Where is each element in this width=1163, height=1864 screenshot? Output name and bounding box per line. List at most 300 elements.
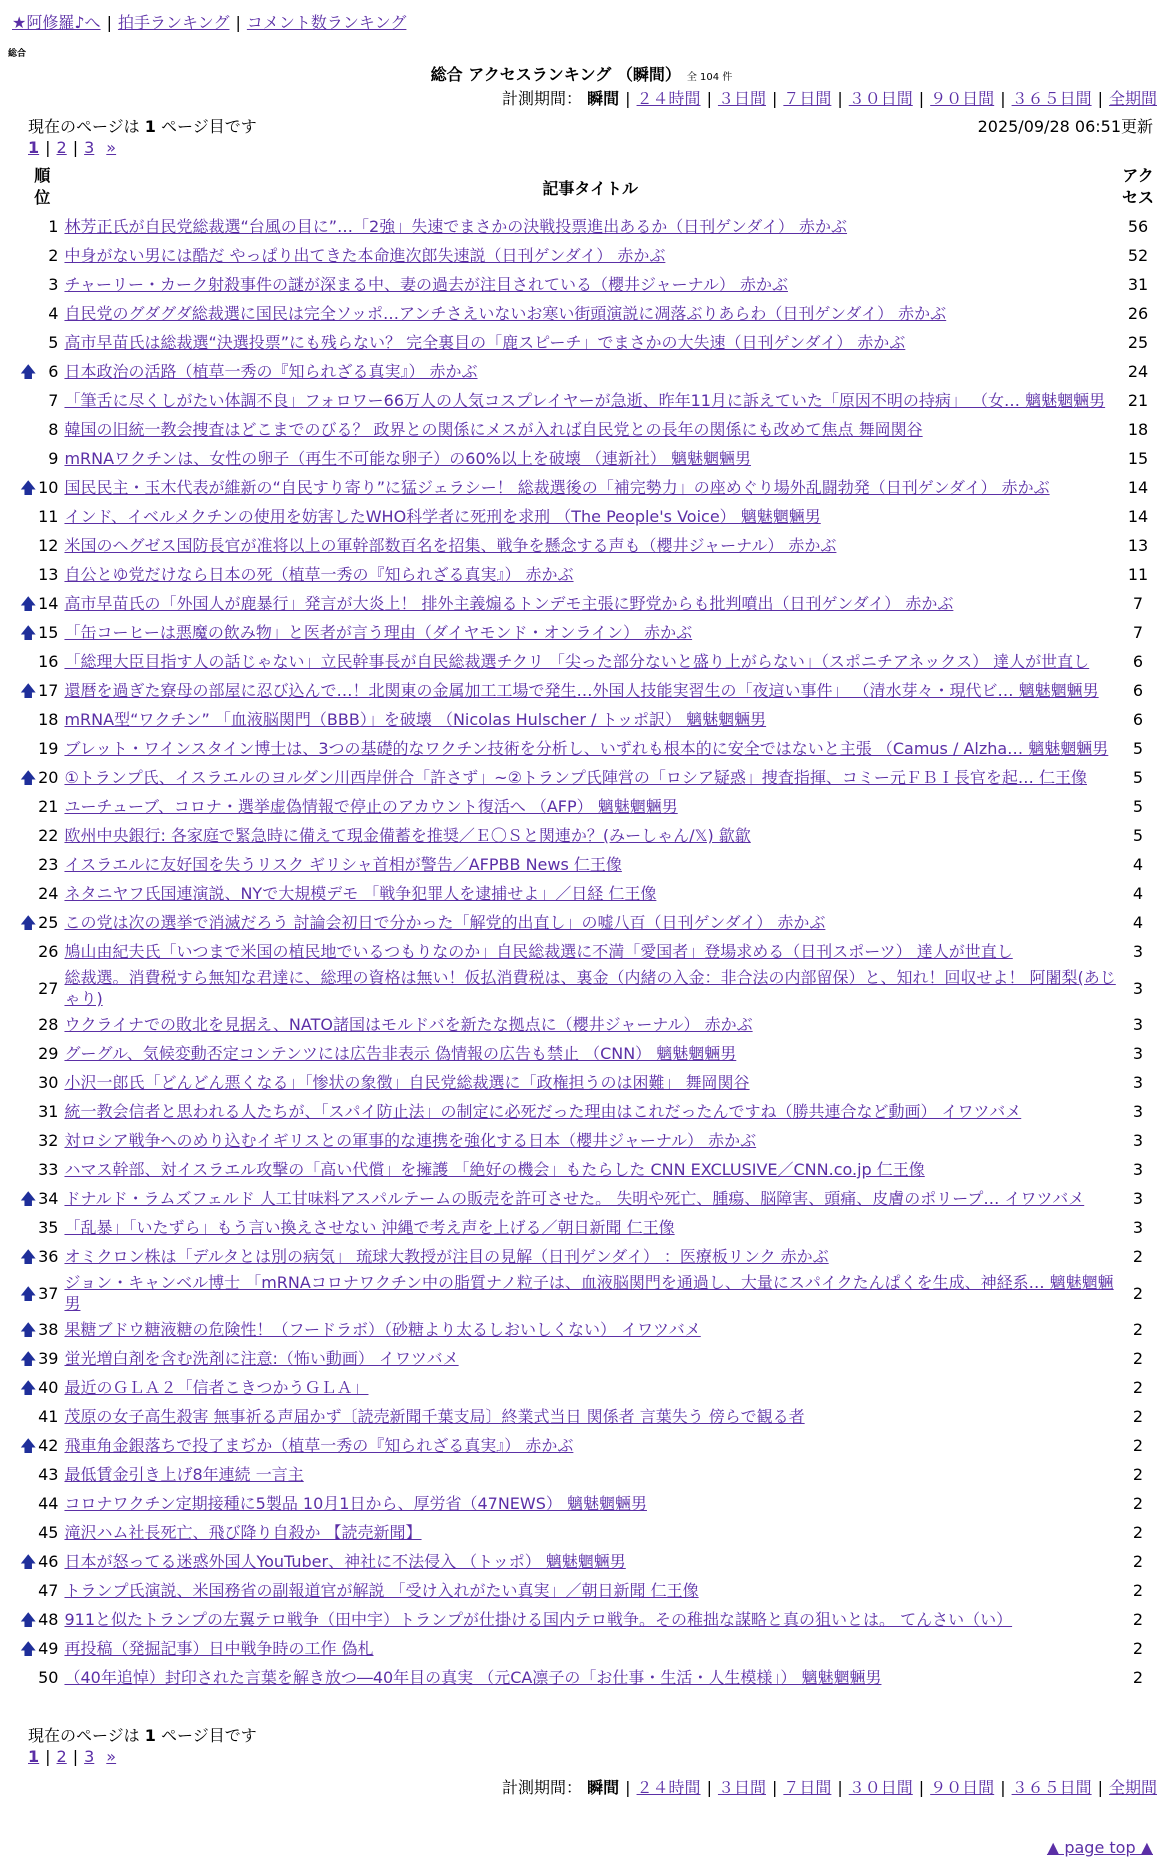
rank-change-cell — [20, 966, 36, 1010]
ranking-row — [20, 1155, 1160, 1184]
access-count: 5 — [1132, 826, 1144, 845]
access-count: 3 — [1132, 942, 1144, 961]
title-cell — [64, 473, 1116, 502]
rank-number: 12 — [38, 536, 59, 555]
article-title-link[interactable]: ブレット・ワインスタイン博士は、3つの基礎的なワクチン技術を分析し、いずれも根本的に安全ではないと主張 （Camus / Alzha… 魑魅魍魎男 — [64, 739, 1109, 758]
article-title-link[interactable]: 韓国の旧統一教会捜査はどこまでのびる？ 政界との関係にメスが入れば自民党との長年の関係にも改めて焦点 舞岡関谷 — [64, 420, 923, 439]
ranking-row — [20, 1126, 1160, 1155]
arrow-up-icon: 🡅 — [20, 1247, 37, 1266]
pager-current-page[interactable]: 1 — [28, 1747, 40, 1766]
access-count: 2 — [1132, 1581, 1144, 1600]
article-title-link[interactable]: 林芳正氏が自民党総裁選“台風の目に”…「2強」失速でまさかの決戦投票進出あるか（日刊ゲンダイ） 赤かぶ — [64, 217, 848, 236]
access-count: 2 — [1132, 1349, 1144, 1368]
title-cell — [64, 1518, 1116, 1547]
period-link-30d[interactable]: ３０日間 — [848, 89, 913, 108]
rank-change-cell — [20, 647, 36, 676]
article-title-link[interactable]: 最低賃金引き上げ8年連続 一言主 — [64, 1465, 304, 1484]
rank-number: 40 — [38, 1378, 59, 1397]
ranking-row — [20, 560, 1160, 589]
rank-number: 16 — [38, 652, 59, 671]
period-link-7d[interactable]: ７日間 — [783, 89, 832, 108]
period-current: 瞬間 — [587, 89, 620, 108]
title-cell — [64, 1315, 1116, 1344]
nav-separator: | — [235, 13, 241, 32]
rank-number: 36 — [38, 1247, 59, 1266]
article-title-link[interactable]: 日本政治の活路（植草一秀の『知られざる真実』） 赤かぶ — [64, 362, 478, 381]
rank-number: 29 — [38, 1044, 59, 1063]
period-link-3d[interactable]: ３日間 — [717, 1778, 766, 1797]
nav-comment-ranking-link[interactable]: コメント数ランキング — [246, 13, 407, 32]
rank-number: 19 — [38, 739, 59, 758]
rank-change-cell — [20, 1155, 36, 1184]
arrow-up-icon: 🡅 — [20, 1610, 37, 1629]
access-count: 3 — [1132, 1015, 1144, 1034]
rank-change-cell — [20, 1460, 36, 1489]
title-cell — [64, 937, 1116, 966]
title-cell — [64, 415, 1116, 444]
ranking-row — [20, 908, 1160, 937]
ranking-row — [20, 792, 1160, 821]
rank-number: 4 — [48, 304, 59, 323]
rank-change-cell — [20, 1663, 36, 1692]
ranking-row — [20, 589, 1160, 618]
article-title-link[interactable]: ネタニヤフ氏国連演説、NYで大規模デモ 「戦争犯罪人を逮捕せよ」／日経 仁王像 — [64, 884, 657, 903]
title-cell — [64, 792, 1116, 821]
title-cell — [64, 386, 1116, 415]
period-link-7d[interactable]: ７日間 — [783, 1778, 832, 1797]
access-count: 3 — [1132, 1189, 1144, 1208]
article-title-link[interactable]: トランプ氏演説、米国務省の副報道官が解説 「受け入れがたい真実」／朝日新聞 仁王像 — [64, 1581, 699, 1600]
access-count: 2 — [1132, 1668, 1144, 1687]
ranking-row — [20, 821, 1160, 850]
period-selector-top: 計測期間： 瞬間 | ２４時間 | ３日間 | ７日間 | ３０日間 | ９０日間 | ３６５日間 | 全期間 — [502, 89, 1157, 108]
title-cell — [64, 1213, 1116, 1242]
title-cell — [64, 966, 1116, 1010]
period-label: 計測期間： — [502, 89, 583, 108]
access-count: 3 — [1132, 978, 1144, 998]
rank-number: 41 — [38, 1407, 59, 1426]
title-cell — [64, 1242, 1116, 1271]
arrow-up-icon: 🡅 — [20, 1283, 37, 1303]
title-cell — [64, 908, 1116, 937]
rank-change-cell — [20, 1039, 36, 1068]
ranking-row — [20, 850, 1160, 879]
period-selector-bottom: 計測期間： 瞬間 | ２４時間 | ３日間 | ７日間 | ３０日間 | ９０日間 | ３６５日間 | 全期間 — [502, 1778, 1157, 1797]
period-link-365d[interactable]: ３６５日間 — [1011, 1778, 1092, 1797]
ranking-row — [20, 647, 1160, 676]
rank-change-cell — [20, 241, 36, 270]
rank-number: 43 — [38, 1465, 59, 1484]
ranking-row — [20, 531, 1160, 560]
article-title-link[interactable]: チャーリー・カーク射殺事件の謎が深まる中、妻の過去が注目されている（櫻井ジャーナル） 赤かぶ — [64, 275, 788, 294]
ranking-row — [20, 212, 1160, 241]
page-info-top: 現在のページは 1 ページ目です — [28, 117, 257, 136]
title-cell — [64, 1605, 1116, 1634]
title-cell — [64, 821, 1116, 850]
rank-number: 47 — [38, 1581, 59, 1600]
rank-change-cell — [20, 734, 36, 763]
rank-number: 46 — [38, 1552, 59, 1571]
article-title-link[interactable]: 高市早苗氏の「外国人が鹿暴行」発言が大炎上！ 排外主義煽るトンデモ主張に野党からも批判噴出（日刊ゲンダイ） 赤かぶ — [64, 594, 954, 613]
access-count: 2 — [1132, 1465, 1144, 1484]
article-title-link[interactable]: 911と似たトランプの左翼テロ戦争（田中宇）トランプが仕掛ける国内テロ戦争。その稚拙な謀略と真の狙いとは。 てんさい（い） — [64, 1610, 1013, 1629]
rank-number: 14 — [38, 594, 59, 613]
access-count: 2 — [1132, 1378, 1144, 1397]
article-title-link[interactable]: 日本が怒ってる迷惑外国人YouTuber、神社に不法侵入 （トッポ） 魑魅魍魎男 — [64, 1552, 626, 1571]
ranking-row — [20, 1315, 1160, 1344]
rank-number: 35 — [38, 1218, 59, 1237]
rank-number: 25 — [38, 913, 59, 932]
title-cell — [64, 1547, 1116, 1576]
arrow-up-icon: 🡅 — [20, 1639, 37, 1658]
arrow-up-icon: 🡅 — [20, 362, 37, 381]
article-title-link[interactable]: ハマス幹部、対イスラエル攻撃の「高い代償」を擁護 「絶好の機会」もたらした CNN EXCLUSIVE／CNN.co.jp 仁王像 — [64, 1160, 925, 1179]
access-count: 2 — [1132, 1407, 1144, 1426]
article-title-link[interactable]: mRNAワクチンは、女性の卵子（再生不可能な卵子）の60%以上を破壊 （連新社） 魑魅魍魎男 — [64, 449, 752, 468]
ranking-row — [20, 966, 1160, 1010]
title-cell — [64, 1460, 1116, 1489]
access-count: 2 — [1132, 1436, 1144, 1455]
article-title-link[interactable]: ジョン・キャンベル博士 「mRNAコロナワクチン中の脂質ナノ粒子は、血液脳関門を通過し、大量にスパイクたんぱくを生成、神経系… 魑魅魍魎男 — [64, 1273, 1114, 1313]
rank-number: 26 — [38, 942, 59, 961]
rank-change-cell — [20, 821, 36, 850]
rank-number: 2 — [48, 246, 59, 265]
title-column-header: 記事タイトル — [542, 178, 639, 198]
arrow-up-icon: 🡅 — [20, 478, 37, 497]
ranking-row — [20, 734, 1160, 763]
period-link-3d[interactable]: ３日間 — [717, 89, 766, 108]
arrow-up-icon: 🡅 — [20, 1436, 37, 1455]
article-title-link[interactable]: グーグル、気候変動否定コンテンツには広告非表示 偽情報の広告も禁止 （CNN） 魑魅魍魎男 — [64, 1044, 737, 1063]
title-cell — [64, 1634, 1116, 1663]
article-title-link[interactable]: 還暦を過ぎた寮母の部屋に忍び込んで…！北関東の金属加工工場で発生…外国人技能実習生の「夜這い事件」 （清水芽々・現代ビ… 魑魅魍魎男 — [64, 681, 1099, 700]
pager-current-page[interactable]: 1 — [28, 138, 40, 157]
access-column-header: アクセス — [1122, 166, 1155, 207]
title-cell — [64, 879, 1116, 908]
ranking-row — [20, 386, 1160, 415]
article-title-link[interactable]: 対ロシア戦争へのめり込むイギリスとの軍事的な連携を強化する日本（櫻井ジャーナル） 赤かぶ — [64, 1131, 757, 1150]
rank-change-cell — [20, 1213, 36, 1242]
period-link-24h[interactable]: ２４時間 — [636, 1778, 701, 1797]
access-count: 5 — [1132, 797, 1144, 816]
rank-change-cell — [20, 618, 36, 647]
rank-change-cell — [20, 1097, 36, 1126]
ranking-row — [20, 1402, 1160, 1431]
access-count: 2 — [1132, 1247, 1144, 1266]
rank-number: 49 — [38, 1639, 59, 1658]
pager-bottom: 1 | 2 | 3 » — [28, 1747, 117, 1766]
access-count: 4 — [1132, 913, 1144, 932]
ranking-row — [20, 415, 1160, 444]
rank-change-cell — [20, 1547, 36, 1576]
article-title-link[interactable]: 鳩山由紀夫氏「いつまで米国の植民地でいるつもりなのか」自民総裁選に不満「愛国者」登場求める（日刊スポーツ） 達人が世直し — [64, 942, 1013, 961]
rank-number: 45 — [38, 1523, 59, 1542]
rank-number: 27 — [38, 978, 59, 998]
article-title-link[interactable]: 自公とゆ党だけなら日本の死（植草一秀の『知られざる真実』） 赤かぶ — [64, 565, 574, 584]
ranking-row — [20, 1271, 1160, 1315]
article-title-link[interactable]: 中身がない男には酷だ やっぱり出てきた本命進次郎失速説（日刊ゲンダイ） 赤かぶ — [64, 246, 666, 265]
rank-change-cell — [20, 1402, 36, 1431]
title-cell — [64, 502, 1116, 531]
period-link-90d[interactable]: ９０日間 — [930, 89, 995, 108]
access-count: 3 — [1132, 1131, 1144, 1150]
title-cell — [64, 328, 1116, 357]
rank-number: 23 — [38, 855, 59, 874]
rank-change-cell — [20, 1068, 36, 1097]
page-top-link[interactable]: ▲ page top ▲ — [1046, 1838, 1153, 1857]
title-cell — [64, 1344, 1116, 1373]
arrow-up-icon: 🡅 — [20, 1552, 37, 1571]
rank-number: 28 — [38, 1015, 59, 1034]
article-title-link[interactable]: 飛車角金銀落ちで投了まぢか（植草一秀の『知られざる真実』） 赤かぶ — [64, 1436, 574, 1455]
access-count: 3 — [1132, 1218, 1144, 1237]
rank-change-cell — [20, 1271, 36, 1315]
article-title-link[interactable]: 高市早苗氏は総裁選“決選投票”にも残らない？ 完全裏目の「鹿スピーチ」でまさかの大失速（日刊ゲンダイ） 赤かぶ — [64, 333, 906, 352]
article-title-link[interactable]: 「缶コーヒーは悪魔の飲み物」と医者が言う理由（ダイヤモンド・オンライン） 赤かぶ — [64, 623, 693, 642]
arrow-up-icon: 🡅 — [20, 1378, 37, 1397]
article-title-link[interactable]: 統一教会信者と思われる人たちが、「スパイ防止法」の制定に必死だった理由はこれだったんですね（勝共連合など動画） イワツバメ — [64, 1102, 1022, 1121]
nav-asyura-home-link[interactable]: ★阿修羅♪へ — [12, 13, 101, 32]
rank-change-cell — [20, 676, 36, 705]
title-cell — [64, 763, 1116, 792]
access-count: 6 — [1132, 681, 1144, 700]
article-title-link[interactable]: ユーチューブ、コロナ・選挙虚偽情報で停止のアカウント復活へ （AFP） 魑魅魍魎男 — [64, 797, 678, 816]
title-cell — [64, 1373, 1116, 1402]
access-count: 11 — [1127, 565, 1149, 584]
article-title-link[interactable]: 最近のＧＬＡ２「信者こきつかうＧＬＡ」 — [64, 1378, 369, 1397]
title-cell — [64, 1010, 1116, 1039]
total-count: 全 104 件 — [686, 72, 733, 83]
ranking-row — [20, 1547, 1160, 1576]
access-count: 21 — [1127, 391, 1149, 410]
title-cell — [64, 1431, 1116, 1460]
ranking-row — [20, 444, 1160, 473]
rank-change-cell — [20, 531, 36, 560]
article-title-link[interactable]: 米国のヘグゼス国防長官が准将以上の軍幹部数百名を招集、戦争を懸念する声も（櫻井ジャーナル） 赤かぶ — [64, 536, 837, 555]
rank-number: 39 — [38, 1349, 59, 1368]
article-title-link[interactable]: 果糖ブドウ糖液糖の危険性！（フードラボ）（砂糖より太るしおいしくない） イワツバメ — [64, 1320, 701, 1339]
article-title-link[interactable]: この党は次の選挙で消滅だろう 討論会初日で分かった「解党的出直し」の嘘八百（日刊ゲンダイ） 赤かぶ — [64, 913, 826, 932]
ranking-row — [20, 1184, 1160, 1213]
title-cell — [64, 705, 1116, 734]
rank-number: 3 — [48, 275, 59, 294]
article-title-link[interactable]: イスラエルに友好国を失うリスク ギリシャ首相が警告／AFPBB News 仁王像 — [64, 855, 622, 874]
article-title-link[interactable]: 国民民主・玉木代表が維新の“自民すり寄り”に猛ジェラシー！ 総裁選後の「補完勢力」の座めぐり場外乱闘勃発（日刊ゲンダイ） 赤かぶ — [64, 478, 1050, 497]
article-title-link[interactable]: 茂原の女子高生殺害 無事祈る声届かず〔読売新聞千葉支局〕終業式当日 関係者 言葉失う 傍らで観る者 — [64, 1407, 805, 1426]
access-count: 2 — [1132, 1283, 1144, 1303]
article-title-link[interactable]: ドナルド・ラムズフェルド 人工甘味料アスパルテームの販売を許可させた。 失明や死亡、腫瘍、脳障害、頭痛、皮膚のポリープ… イワツバメ — [64, 1189, 1085, 1208]
ranking-row — [20, 879, 1160, 908]
access-count: 7 — [1132, 594, 1144, 613]
article-title-link[interactable]: mRNA型“ワクチン” 「血液脳関門（BBB）」を破壊 （Nicolas Hulscher / トッポ訳） 魑魅魍魎男 — [64, 710, 767, 729]
ranking-row — [20, 618, 1160, 647]
rank-change-cell — [20, 212, 36, 241]
rank-number: 24 — [38, 884, 59, 903]
access-count: 3 — [1132, 1102, 1144, 1121]
article-title-link[interactable]: オミクロン株は「デルタとは別の病気」 琉球大教授が注目の見解（日刊ゲンダイ） ：医療板リンク 赤かぶ — [64, 1247, 829, 1266]
rank-change-cell — [20, 328, 36, 357]
rank-number: 32 — [38, 1131, 59, 1150]
period-link-30d[interactable]: ３０日間 — [848, 1778, 913, 1797]
pager-next[interactable]: » — [106, 1747, 117, 1766]
rank-change-cell — [20, 1518, 36, 1547]
rank-number: 20 — [38, 768, 59, 787]
rank-change-cell — [20, 1315, 36, 1344]
rank-number: 11 — [38, 507, 59, 526]
period-link-all[interactable]: 全期間 — [1108, 1778, 1157, 1797]
title-cell — [64, 1402, 1116, 1431]
access-count: 3 — [1132, 1073, 1144, 1092]
title-cell — [64, 1155, 1116, 1184]
rank-number: 17 — [38, 681, 59, 700]
ranking-row — [20, 1213, 1160, 1242]
ranking-title — [0, 62, 1163, 85]
rank-number: 22 — [38, 826, 59, 845]
article-title-link[interactable]: 蛍光増白剤を含む洗剤に注意:（怖い動画） イワツバメ — [64, 1349, 459, 1368]
article-title-link[interactable]: （40年追悼）封印された言葉を解き放つ―40年目の真実 （元CA凛子の「お仕事・生活・人生模様」） 魑魅魍魎男 — [64, 1668, 882, 1687]
arrow-up-icon: 🡅 — [20, 1349, 37, 1368]
title-cell — [64, 1097, 1116, 1126]
title-cell — [64, 1489, 1116, 1518]
title-cell — [64, 212, 1116, 241]
ranking-row — [20, 299, 1160, 328]
access-count: 7 — [1132, 623, 1144, 642]
article-title-link[interactable]: 欧州中央銀行: 各家庭で緊急時に備えて現金備蓄を推奨／Ｅ〇Ｓと関連か？(みーしゃん/𝕏) 歙歙 — [64, 826, 751, 845]
nav-separator: | — [106, 13, 112, 32]
rank-change-cell — [20, 589, 36, 618]
access-count: 56 — [1127, 217, 1149, 236]
rank-change-cell — [20, 1010, 36, 1039]
top-nav — [12, 10, 406, 33]
title-cell — [64, 1576, 1116, 1605]
ranking-row — [20, 1344, 1160, 1373]
arrow-up-icon: 🡅 — [20, 1320, 37, 1339]
rank-change-cell — [20, 908, 36, 937]
period-link-24h[interactable]: ２４時間 — [636, 89, 701, 108]
ranking-row — [20, 473, 1160, 502]
ranking-row — [20, 1460, 1160, 1489]
rank-number: 7 — [48, 391, 59, 410]
rank-change-cell — [20, 1634, 36, 1663]
rank-number: 33 — [38, 1160, 59, 1179]
article-title-link[interactable]: 滝沢ハム社長死亡、飛び降り自殺か 【読売新聞】 — [64, 1523, 422, 1542]
title-cell — [64, 444, 1116, 473]
pager-page-3[interactable]: 3 — [84, 1747, 95, 1766]
rank-number: 34 — [38, 1189, 59, 1208]
access-count: 52 — [1127, 246, 1149, 265]
rank-change-cell — [20, 1431, 36, 1460]
ranking-table-body — [20, 212, 1160, 1692]
article-title-link[interactable]: ①トランプ氏、イスラエルのヨルダン川西岸併合「許さず」~②トランプ氏陣営の「ロシア疑惑」捜査指揮、コミー元ＦＢＩ長官を起… 仁王像 — [64, 768, 1087, 787]
rank-change-cell — [20, 1242, 36, 1271]
article-title-link[interactable]: ウクライナでの敗北を見据え、NATO諸国はモルドバを新たな拠点に（櫻井ジャーナル） 赤かぶ — [64, 1015, 753, 1034]
rank-change-cell — [20, 1373, 36, 1402]
rank-number: 31 — [38, 1102, 59, 1121]
access-count: 2 — [1132, 1523, 1144, 1542]
access-count: 13 — [1127, 536, 1149, 555]
article-title-link[interactable]: 自民党のグダグダ総裁選に国民は完全ソッポ…アンチさえいないお寒い街頭演説に凋落ぶりあらわ（日刊ゲンダイ） 赤かぶ — [64, 304, 947, 323]
page-title: 総合 アクセスランキング （瞬間） — [430, 65, 681, 84]
access-count: 2 — [1132, 1494, 1144, 1513]
title-cell — [64, 531, 1116, 560]
rank-number: 6 — [48, 362, 59, 381]
nav-clap-ranking-link[interactable]: 拍手ランキング — [117, 13, 230, 32]
rank-change-cell — [20, 415, 36, 444]
rank-number: 18 — [38, 710, 59, 729]
arrow-up-icon: 🡅 — [20, 594, 37, 613]
page-top-link-wrapper — [1047, 1838, 1153, 1857]
rank-number: 30 — [38, 1073, 59, 1092]
article-title-link[interactable]: 小沢一郎氏「どんどん悪くなる」「惨状の象徴」自民党総裁選に「政権担うのは困難」 舞岡関谷 — [64, 1073, 750, 1092]
article-title-link[interactable]: 総裁選。消費税すら無知な君達に、総理の資格は無い！仮払消費税は、裏金（内緒の入金：非合法の内部留保）と、知れ！回収せよ！ 阿闍梨(あじゃり) — [64, 968, 1116, 1008]
access-count: 3 — [1132, 1160, 1144, 1179]
rank-change-cell — [20, 560, 36, 589]
period-link-90d[interactable]: ９０日間 — [930, 1778, 995, 1797]
access-count: 2 — [1132, 1552, 1144, 1571]
title-cell — [64, 1271, 1116, 1315]
title-cell — [64, 1068, 1116, 1097]
period-link-365d[interactable]: ３６５日間 — [1011, 89, 1092, 108]
arrow-up-icon: 🡅 — [20, 768, 37, 787]
rank-change-cell — [20, 357, 36, 386]
period-link-all[interactable]: 全期間 — [1108, 89, 1157, 108]
rank-number: 8 — [48, 420, 59, 439]
ranking-row — [20, 1242, 1160, 1271]
rank-change-cell — [20, 792, 36, 821]
title-cell — [64, 647, 1116, 676]
access-count: 6 — [1132, 652, 1144, 671]
access-count: 3 — [1132, 1044, 1144, 1063]
pager-page-2[interactable]: 2 — [56, 138, 67, 157]
ranking-row — [20, 1068, 1160, 1097]
ranking-row — [20, 1605, 1160, 1634]
arrow-up-icon: 🡅 — [20, 913, 37, 932]
rank-column-header: 順位 — [34, 166, 51, 207]
pager-top: 1 | 2 | 3 » — [28, 138, 117, 157]
pager-page-2[interactable]: 2 — [56, 1747, 67, 1766]
pager-next[interactable]: » — [106, 138, 117, 157]
ranking-row — [20, 357, 1160, 386]
ranking-row — [20, 676, 1160, 705]
access-count: 14 — [1127, 507, 1149, 526]
article-title-link[interactable]: 「乱暴」「いたずら」もう言い換えさせない 沖縄で考え声を上げる／朝日新聞 仁王像 — [64, 1218, 675, 1237]
access-count: 2 — [1132, 1320, 1144, 1339]
ranking-row — [20, 705, 1160, 734]
rank-number: 44 — [38, 1494, 59, 1513]
pager-page-3[interactable]: 3 — [84, 138, 95, 157]
article-title-link[interactable]: コロナワクチン定期接種に5製品 10月1日から、厚労省（47NEWS） 魑魅魍魎男 — [64, 1494, 647, 1513]
article-title-link[interactable]: インド、イベルメクチンの使用を妨害したWHO科学者に死刑を求刑 （The People's Voice） 魑魅魍魎男 — [64, 507, 821, 526]
rank-change-cell — [20, 1576, 36, 1605]
rank-change-cell — [20, 299, 36, 328]
rank-change-cell — [20, 1344, 36, 1373]
access-count: 26 — [1127, 304, 1149, 323]
rank-number: 42 — [38, 1436, 59, 1455]
article-title-link[interactable]: 「総理大臣目指す人の話じゃない」立民幹事長が自民総裁選チクリ 「尖った部分ないと盛り上がらない」（スポニチアネックス） 達人が世直し — [64, 652, 1090, 671]
access-count: 15 — [1127, 449, 1149, 468]
rank-change-cell — [20, 1184, 36, 1213]
page-info-bottom: 現在のページは 1 ページ目です — [28, 1726, 257, 1745]
access-count: 25 — [1127, 333, 1149, 352]
rank-change-cell — [20, 473, 36, 502]
article-title-link[interactable]: 「筆舌に尽くしがたい体調不良」フォロワー66万人の人気コスプレイヤーが急逝、昨年11月に訴えていた「原因不明の持病」 （女… 魑魅魍魎男 — [64, 391, 1106, 410]
rank-change-cell — [20, 937, 36, 966]
title-cell — [64, 1663, 1116, 1692]
updated-timestamp: 2025/09/28 06:51更新 — [977, 117, 1153, 136]
article-title-link[interactable]: 再投稿（発掘記事）日中戦争時の工作 偽札 — [64, 1639, 374, 1658]
access-count: 5 — [1132, 768, 1144, 787]
rank-change-cell — [20, 1489, 36, 1518]
